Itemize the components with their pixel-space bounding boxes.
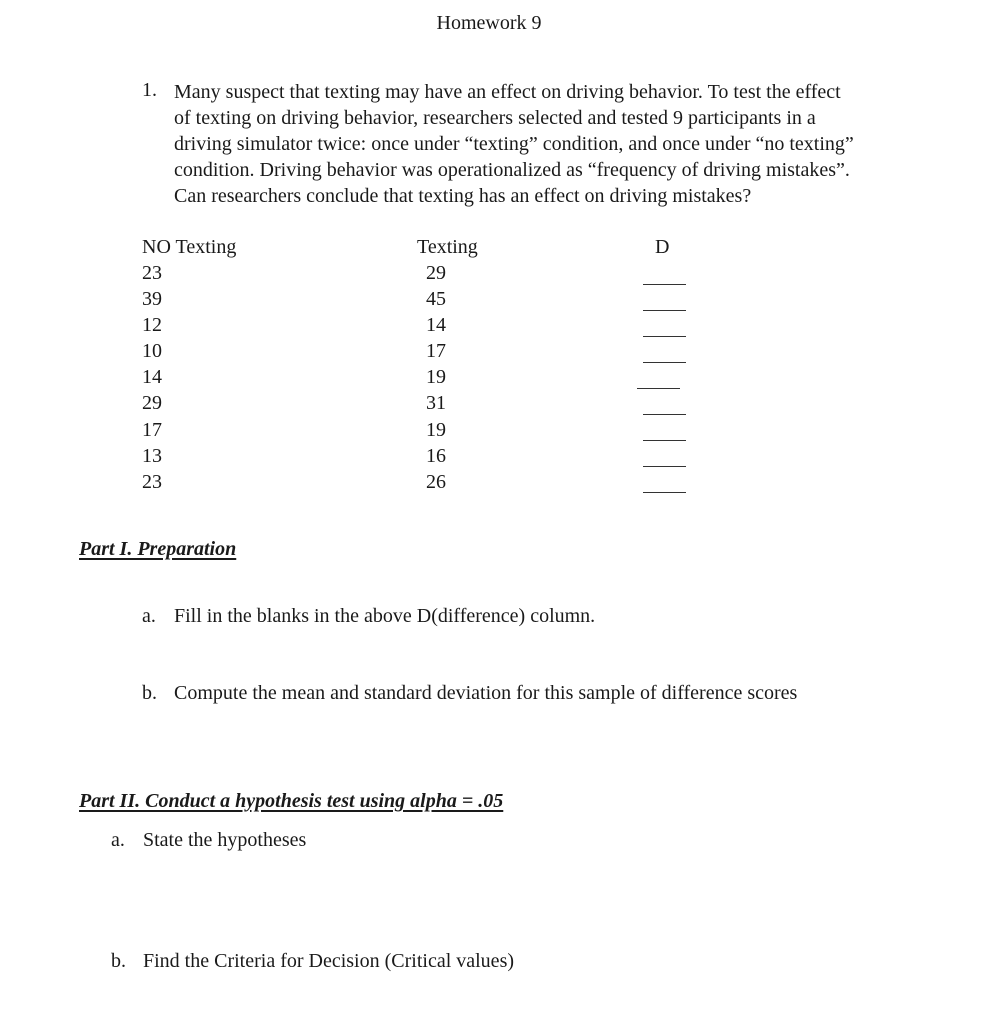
table-cell-texting: 19 (426, 366, 446, 388)
part2-item-a-text: State the hypotheses (143, 829, 307, 851)
table-cell-texting: 17 (426, 340, 446, 362)
table-cell-texting: 31 (426, 392, 446, 414)
part1-heading: Part I. Preparation (79, 538, 237, 560)
table-cell-texting: 29 (426, 262, 446, 284)
part2-item-b-label: b. (111, 950, 126, 972)
difference-blank[interactable] (643, 466, 686, 467)
column-header-no-texting: NO Texting (142, 236, 237, 258)
part2-item-a-label: a. (111, 829, 125, 851)
difference-blank[interactable] (643, 414, 686, 415)
question-line: of texting on driving behavior, researchers selected and tested 9 participants in a (174, 107, 816, 129)
part1-item-a-text: Fill in the blanks in the above D(difference) column. (174, 605, 596, 627)
column-header-difference: D (655, 236, 670, 258)
difference-blank[interactable] (643, 336, 686, 337)
part1-item-b-label: b. (142, 682, 157, 704)
table-cell-no-texting: 10 (142, 340, 162, 362)
table-cell-texting: 19 (426, 419, 446, 441)
question-line: Many suspect that texting may have an effect on driving behavior. To test the effect (174, 81, 841, 103)
table-cell-no-texting: 14 (142, 366, 162, 388)
part2-item-b-text: Find the Criteria for Decision (Critical values) (143, 950, 515, 972)
page-title: Homework 9 (436, 12, 542, 34)
question-line: condition. Driving behavior was operationalized as “frequency of driving mistakes”. (174, 159, 850, 181)
table-cell-no-texting: 23 (142, 471, 162, 493)
table-cell-texting: 45 (426, 288, 446, 310)
table-cell-texting: 16 (426, 445, 446, 467)
question-line: Can researchers conclude that texting has an effect on driving mistakes? (174, 185, 752, 207)
difference-blank[interactable] (643, 362, 686, 363)
question-line: driving simulator twice: once under “texting” condition, and once under “no texting” (174, 133, 854, 155)
part1-item-a-label: a. (142, 605, 156, 627)
part2-heading: Part II. Conduct a hypothesis test using alpha = .05 (79, 790, 504, 812)
difference-blank[interactable] (643, 492, 686, 493)
question-text (174, 79, 894, 209)
table-cell-no-texting: 29 (142, 392, 162, 414)
difference-blank[interactable] (643, 310, 686, 311)
table-cell-texting: 14 (426, 314, 446, 336)
table-cell-texting: 26 (426, 471, 446, 493)
part1-item-b-text: Compute the mean and standard deviation for this sample of difference scores (174, 682, 798, 704)
table-cell-no-texting: 12 (142, 314, 162, 336)
difference-blank[interactable] (637, 388, 680, 389)
difference-blank[interactable] (643, 284, 686, 285)
table-cell-no-texting: 39 (142, 288, 162, 310)
table-cell-no-texting: 17 (142, 419, 162, 441)
table-cell-no-texting: 13 (142, 445, 162, 467)
column-header-texting: Texting (417, 236, 478, 258)
question-number: 1. (142, 79, 157, 101)
difference-blank[interactable] (643, 440, 686, 441)
table-cell-no-texting: 23 (142, 262, 162, 284)
